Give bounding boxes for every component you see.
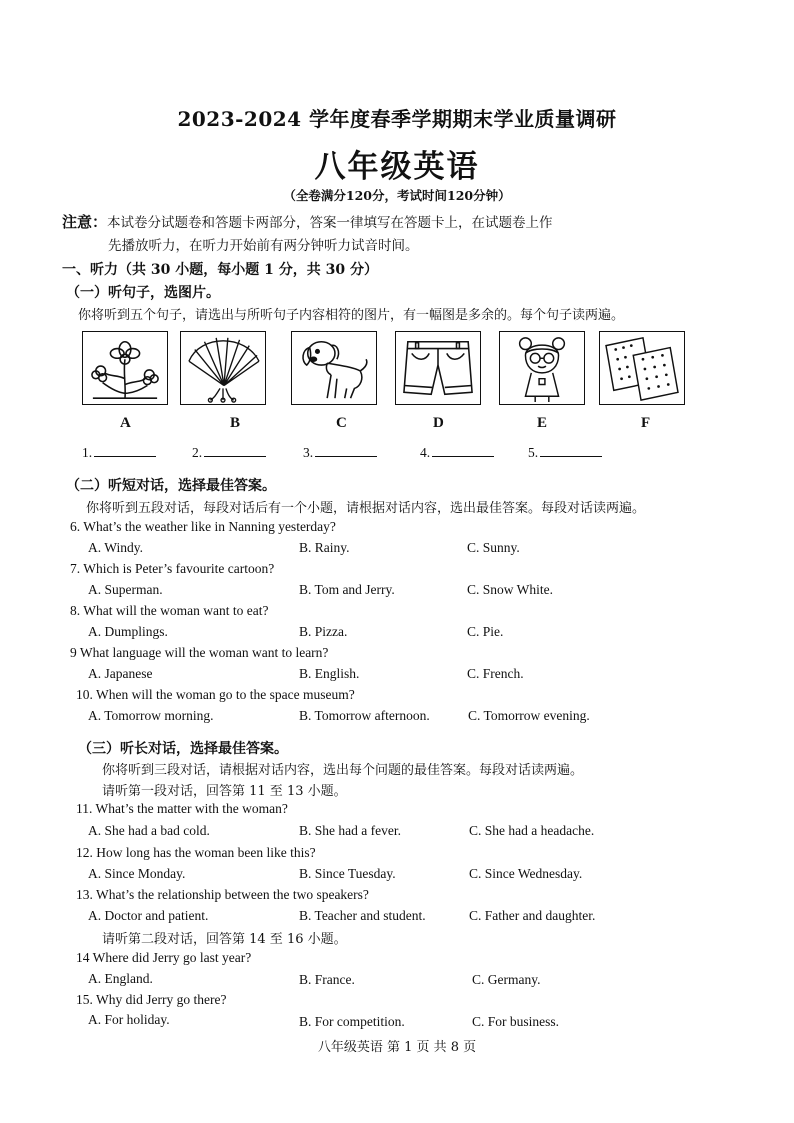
answer-blank-number: 5. <box>528 445 539 460</box>
option-15b[interactable]: B. For competition. <box>299 1014 405 1029</box>
option-13b[interactable]: B. Teacher and student. <box>299 908 426 923</box>
picture-letter-b: B <box>230 415 241 431</box>
page-footer: 八年级英语 第 1 页 共 8 页 <box>317 1040 477 1055</box>
answer-blank-4[interactable] <box>420 443 494 461</box>
picture-letter-d: D <box>433 415 444 431</box>
dialog2-instruction: 请听第二段对话，回答第 14 至 16 小题。 <box>102 932 347 947</box>
option-10c[interactable]: C. Tomorrow evening. <box>468 708 590 723</box>
option-7c[interactable]: C. Snow White. <box>467 582 554 597</box>
notice-label: 注意： <box>62 213 108 231</box>
picture-letter-c: C <box>336 415 347 431</box>
option-13c[interactable]: C. Father and daughter. <box>469 908 596 923</box>
option-9a[interactable]: A. Japanese <box>88 666 153 681</box>
shorts-icon <box>396 332 480 404</box>
answer-blank-number: 3. <box>303 445 314 460</box>
question-9: 9 What language will the woman want to learn? <box>70 645 329 660</box>
option-9b[interactable]: B. English. <box>299 666 360 681</box>
question-10: 10. When will the woman go to the space museum? <box>76 687 355 702</box>
exam-meta: （全卷满分120分，考试时间120分钟） <box>283 188 511 203</box>
answer-blank-number: 4. <box>420 445 431 460</box>
question-6: 6. What’s the weather like in Nanning yesterday? <box>70 519 336 534</box>
question-14: 14 Where did Jerry go last year? <box>76 950 252 965</box>
picture-a <box>82 331 168 405</box>
dialog1-instruction: 请听第一段对话，回答第 11 至 13 小题。 <box>102 784 347 799</box>
option-8b[interactable]: B. Pizza. <box>299 624 348 639</box>
option-13a[interactable]: A. Doctor and patient. <box>88 908 209 923</box>
option-12b[interactable]: B. Since Tuesday. <box>299 866 396 881</box>
option-15c[interactable]: C. For business. <box>472 1014 560 1029</box>
notice-line-1 <box>62 211 553 232</box>
picture-e <box>499 331 585 405</box>
option-15a[interactable]: A. For holiday. <box>88 1012 170 1027</box>
option-12c[interactable]: C. Since Wednesday. <box>469 866 583 881</box>
part1-heading: 一、听力（共 30 小题，每小题 1 分，共 30 分） <box>62 262 378 278</box>
dog-icon <box>292 332 376 404</box>
question-7: 7. Which is Peter’s favourite cartoon? <box>70 561 275 576</box>
option-11c[interactable]: C. She had a headache. <box>469 823 595 838</box>
notice-text-1: 本试卷分试题卷和答题卡两部分，答案一律填写在答题卡上，在试题卷上作 <box>107 215 553 231</box>
option-14a[interactable]: A. England. <box>88 971 153 986</box>
option-12a[interactable]: A. Since Monday. <box>88 866 186 881</box>
sec2-heading: （二）听短对话，选择最佳答案。 <box>66 478 276 494</box>
answer-blank-1[interactable] <box>82 443 156 461</box>
option-14b[interactable]: B. France. <box>299 972 355 987</box>
option-14c[interactable]: C. Germany. <box>472 972 541 987</box>
picture-b <box>180 331 266 405</box>
answer-blank-5[interactable] <box>528 443 602 461</box>
subject-title: 八年级英语 <box>314 149 480 185</box>
option-9c[interactable]: C. French. <box>467 666 524 681</box>
option-11a[interactable]: A. She had a bad cold. <box>88 823 210 838</box>
fan-icon <box>181 332 265 404</box>
flower-icon <box>83 332 167 404</box>
option-11b[interactable]: B. She had a fever. <box>299 823 401 838</box>
option-10b[interactable]: B. Tomorrow afternoon. <box>299 708 430 723</box>
question-12: 12. How long has the woman been like this? <box>76 845 316 860</box>
question-11: 11. What’s the matter with the woman? <box>76 801 288 816</box>
option-8c[interactable]: C. Pie. <box>467 624 504 639</box>
picture-c <box>291 331 377 405</box>
picture-letter-f: F <box>641 415 651 431</box>
question-8: 8. What will the woman want to eat? <box>70 603 269 618</box>
answer-blank-3[interactable] <box>303 443 377 461</box>
option-7b[interactable]: B. Tom and Jerry. <box>299 582 395 597</box>
exam-title: 2023-2024 学年度春季学期期末学业质量调研 <box>177 107 617 131</box>
option-6b[interactable]: B. Rainy. <box>299 540 350 555</box>
answer-blank-2[interactable] <box>192 443 266 461</box>
picture-letter-a: A <box>120 415 131 431</box>
crackers-icon <box>600 332 684 404</box>
question-15: 15. Why did Jerry go there? <box>76 992 227 1007</box>
answer-blank-number: 2. <box>192 445 203 460</box>
option-6a[interactable]: A. Windy. <box>88 540 143 555</box>
sec3-instruction: 你将听到三段对话，请根据对话内容，选出每个问题的最佳答案。每段对话读两遍。 <box>102 763 584 778</box>
notice-text-2: 先播放听力，在听力开始前有两分钟听力试音时间。 <box>108 238 419 254</box>
picture-d <box>395 331 481 405</box>
option-6c[interactable]: C. Sunny. <box>467 540 520 555</box>
sec2-instruction: 你将听到五段对话，每段对话后有一个小题，请根据对话内容，选出最佳答案。每段对话读两遍。 <box>86 501 646 516</box>
answer-blank-number: 1. <box>82 445 93 460</box>
picture-letter-e: E <box>537 415 548 431</box>
question-13: 13. What’s the relationship between the two speakers? <box>76 887 369 902</box>
option-10a[interactable]: A. Tomorrow morning. <box>88 708 214 723</box>
picture-f <box>599 331 685 405</box>
option-7a[interactable]: A. Superman. <box>88 582 163 597</box>
option-8a[interactable]: A. Dumplings. <box>88 624 168 639</box>
sec1-instruction: 你将听到五个句子，请选出与所听句子内容相符的图片，有一幅图是多余的。每个句子读两遍。 <box>78 308 625 323</box>
sec1-heading: （一）听句子，选图片。 <box>66 285 220 301</box>
girl-with-glasses-icon <box>500 332 584 404</box>
sec3-heading: （三）听长对话，选择最佳答案。 <box>78 741 288 757</box>
